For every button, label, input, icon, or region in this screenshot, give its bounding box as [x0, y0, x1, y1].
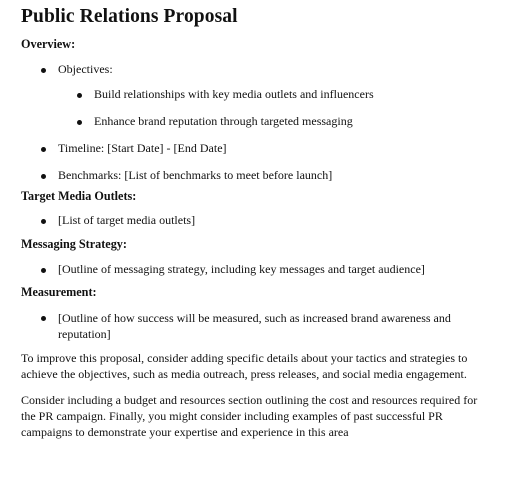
target-media-heading: Target Media Outlets: — [21, 189, 137, 203]
objective-text: Enhance brand reputation through targeted messaging — [94, 114, 353, 128]
bullet-icon — [41, 68, 46, 73]
page-title: Public Relations Proposal — [21, 6, 238, 27]
objectives-label: Objectives: — [58, 62, 113, 76]
objective-text: Build relationships with key media outlets and influencers — [94, 87, 374, 101]
messaging-list — [21, 262, 492, 277]
messaging-text: [Outline of messaging strategy, including key messages and target audience] — [58, 262, 425, 276]
timeline-text: Timeline: [Start Date] - [End Date] — [58, 141, 227, 155]
list-item — [21, 262, 492, 277]
bullet-icon — [77, 120, 82, 125]
overview-list — [21, 62, 492, 183]
messaging-heading: Messaging Strategy: — [21, 237, 127, 251]
budget-paragraph: Consider including a budget and resources section outlining the cost and resources required for the PR campaign. Finally, you might consider including examples of past successful PR campaigns to demonstrate your expertise and experience in this area — [21, 393, 478, 439]
target-media-list — [21, 213, 492, 228]
measurement-text: [Outline of how success will be measured, such as increased brand awareness and reputation] — [58, 311, 451, 341]
bullet-icon — [41, 147, 46, 152]
bullet-icon — [41, 219, 46, 224]
bullet-icon — [41, 268, 46, 273]
timeline-item — [21, 141, 492, 156]
overview-heading: Overview: — [21, 37, 76, 51]
improvement-paragraph: To improve this proposal, consider adding specific details about your tactics and strategies to achieve the objectives, such as media outreach, press releases, and social media engagement. — [21, 351, 468, 381]
bullet-icon — [41, 174, 46, 179]
bullet-icon — [41, 316, 46, 321]
measurement-list — [21, 310, 492, 342]
list-item — [21, 310, 492, 342]
measurement-heading: Measurement: — [21, 285, 97, 299]
list-item — [21, 213, 492, 228]
benchmarks-item — [21, 168, 492, 183]
objective-item — [21, 114, 492, 129]
objective-item — [21, 87, 492, 102]
benchmarks-text: Benchmarks: [List of benchmarks to meet before launch] — [58, 168, 333, 182]
objectives-item — [21, 62, 492, 77]
bullet-icon — [77, 93, 82, 98]
target-media-text: [List of target media outlets] — [58, 213, 196, 227]
